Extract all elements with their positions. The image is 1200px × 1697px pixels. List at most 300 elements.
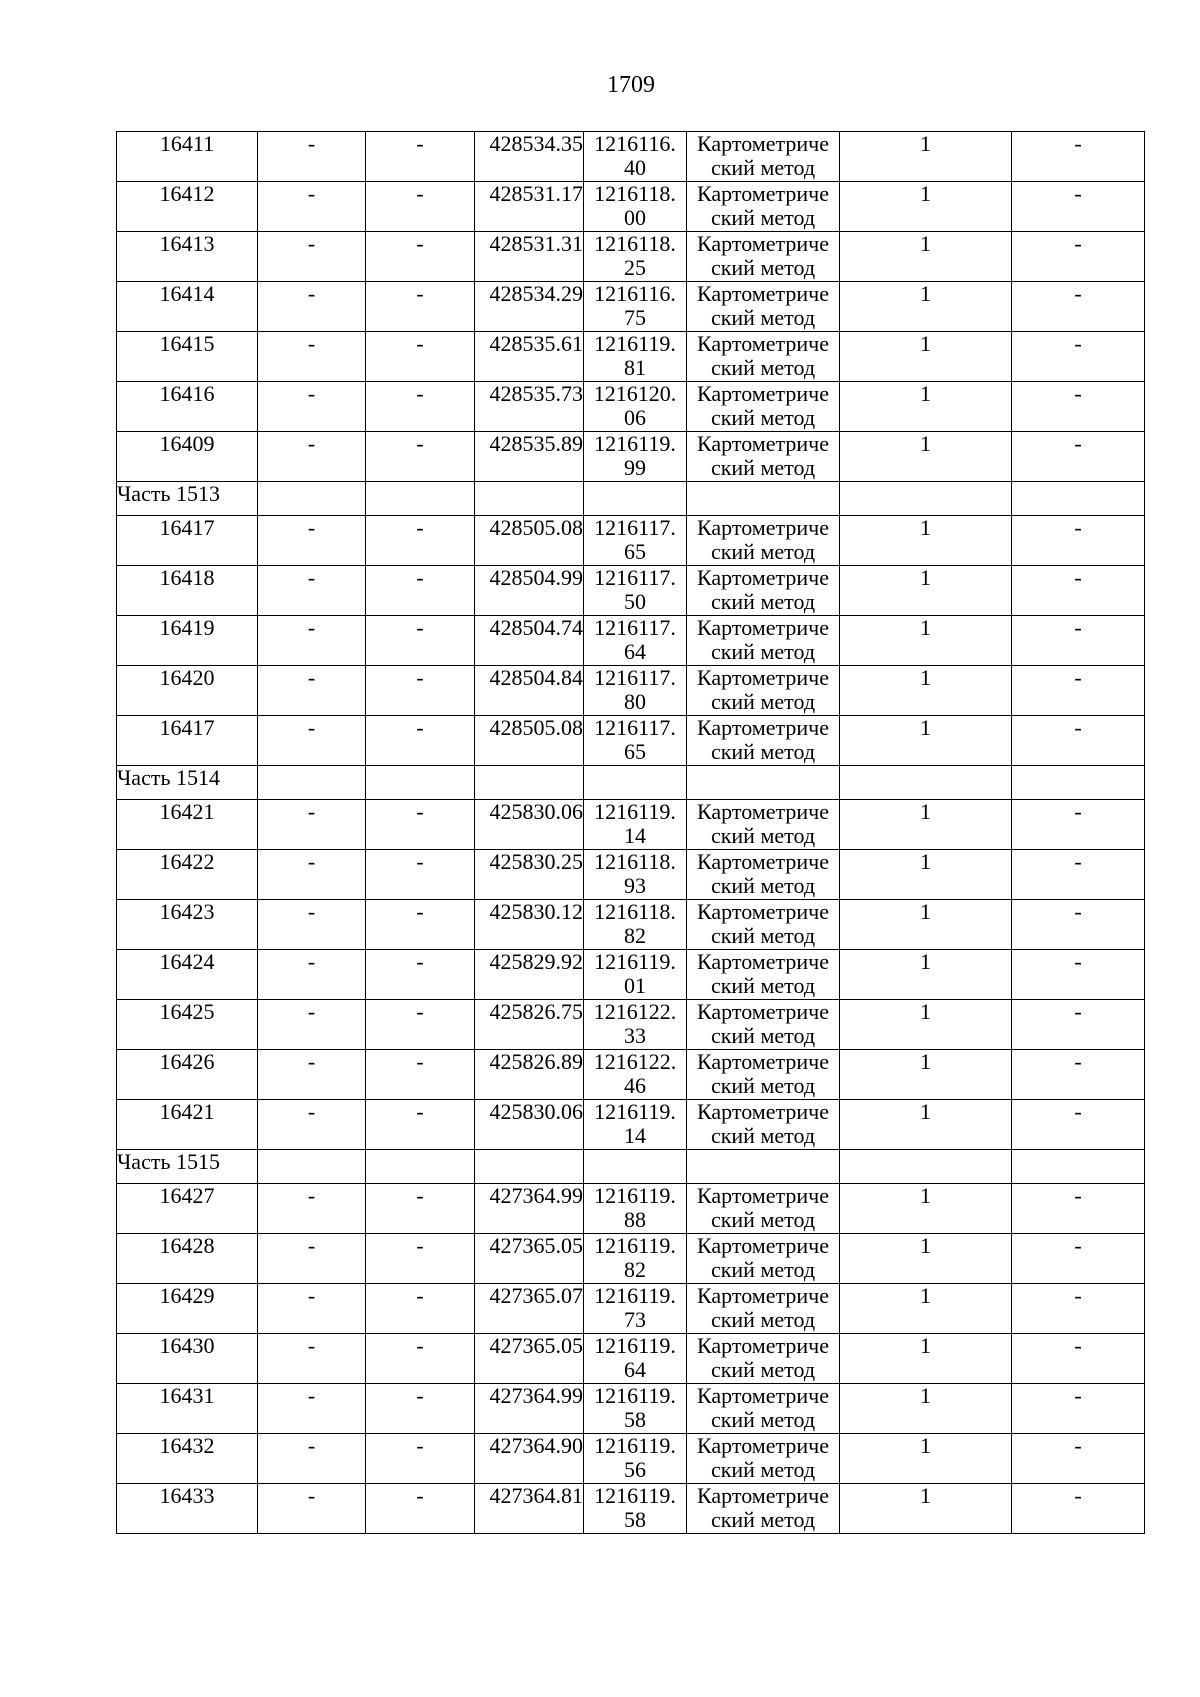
col3-value-text: - xyxy=(416,1433,424,1458)
accuracy xyxy=(840,132,1012,182)
point-id-text: 16416 xyxy=(159,381,215,406)
table-row xyxy=(117,232,1145,282)
method xyxy=(687,566,840,616)
accuracy-text: 1 xyxy=(920,849,931,874)
accuracy-text: 1 xyxy=(920,1383,931,1408)
last-value-text: - xyxy=(1074,1183,1082,1208)
table-row xyxy=(117,900,1145,950)
y-coordinate-text: 1216116. xyxy=(594,131,676,156)
col2-value-text: - xyxy=(307,1383,316,1408)
point-id-text: 16420 xyxy=(159,665,215,690)
y-coordinate xyxy=(584,332,687,382)
method xyxy=(687,1184,840,1234)
accuracy xyxy=(840,516,1012,566)
accuracy-text: 1 xyxy=(920,1333,931,1358)
last-value-text: - xyxy=(1074,181,1082,206)
y-coordinate-text: 1216119. xyxy=(594,1233,676,1258)
col3-value xyxy=(366,800,475,850)
method-text: Картометриче xyxy=(697,1183,829,1208)
last-value xyxy=(1012,850,1145,900)
y-coordinate xyxy=(584,1234,687,1284)
point-id-text: 16431 xyxy=(159,1383,215,1408)
x-coordinate-text: 428534.29 xyxy=(489,281,583,306)
x-coordinate xyxy=(475,716,584,766)
method xyxy=(687,1384,840,1434)
empty-cell xyxy=(840,482,1012,516)
table-row xyxy=(117,1434,1145,1484)
y-coordinate-text: 1216119. xyxy=(594,1099,676,1124)
col2-value-text: - xyxy=(307,515,316,540)
part-header-row xyxy=(117,766,1145,800)
accuracy xyxy=(840,382,1012,432)
method-text: Картометриче xyxy=(697,281,829,306)
point-id xyxy=(117,1100,258,1150)
point-id xyxy=(117,182,258,232)
method xyxy=(687,1484,840,1534)
col3-value-text: - xyxy=(416,281,424,306)
table-row xyxy=(117,950,1145,1000)
last-value xyxy=(1012,1484,1145,1534)
y-coordinate-text: 81 xyxy=(624,355,646,380)
y-coordinate-text: 25 xyxy=(624,255,646,280)
point-id-text: 16421 xyxy=(159,1099,215,1124)
x-coordinate xyxy=(475,950,584,1000)
col2-value xyxy=(258,1000,366,1050)
y-coordinate-text: 1216118. xyxy=(594,181,676,206)
accuracy xyxy=(840,182,1012,232)
y-coordinate xyxy=(584,1334,687,1384)
y-coordinate-text: 1216117. xyxy=(594,615,676,640)
accuracy xyxy=(840,900,1012,950)
col3-value-text: - xyxy=(416,1099,424,1124)
point-id-text: 16425 xyxy=(159,999,215,1024)
col2-value-text: - xyxy=(307,899,316,924)
col2-value-text: - xyxy=(307,431,316,456)
x-coordinate-text: 428504.74 xyxy=(489,615,583,640)
y-coordinate-text: 1216117. xyxy=(594,665,676,690)
point-id-text: 16421 xyxy=(159,799,215,824)
method xyxy=(687,616,840,666)
method-text: ский метод xyxy=(710,1357,816,1382)
col2-value xyxy=(258,332,366,382)
method-text: ский метод xyxy=(710,155,816,180)
method-text: Картометриче xyxy=(697,381,829,406)
y-coordinate-text: 50 xyxy=(624,589,646,614)
y-coordinate-text: 1216118. xyxy=(594,849,676,874)
col2-value-text: - xyxy=(307,181,316,206)
part-header-row xyxy=(117,482,1145,516)
method-text: ский метод xyxy=(710,1207,816,1232)
y-coordinate-text: 1216116. xyxy=(594,281,676,306)
last-value-text: - xyxy=(1074,1233,1082,1258)
accuracy-text: 1 xyxy=(920,615,931,640)
table-row xyxy=(117,666,1145,716)
part-label xyxy=(117,482,258,516)
y-coordinate-text: 1216122. xyxy=(593,1049,677,1074)
col3-value-text: - xyxy=(416,665,424,690)
accuracy xyxy=(840,566,1012,616)
y-coordinate xyxy=(584,1050,687,1100)
table-row xyxy=(117,1484,1145,1534)
x-coordinate-text: 427365.05 xyxy=(489,1333,583,1358)
y-coordinate xyxy=(584,182,687,232)
method-text: ский метод xyxy=(710,1407,816,1432)
y-coordinate-text: 1216119. xyxy=(594,1433,676,1458)
empty-cell xyxy=(366,766,475,800)
accuracy xyxy=(840,950,1012,1000)
last-value-text: - xyxy=(1074,515,1082,540)
col2-value xyxy=(258,950,366,1000)
accuracy xyxy=(840,282,1012,332)
table-row xyxy=(117,1100,1145,1150)
table-row xyxy=(117,616,1145,666)
y-coordinate xyxy=(584,900,687,950)
y-coordinate-text: 82 xyxy=(624,1257,646,1282)
y-coordinate xyxy=(584,1184,687,1234)
last-value xyxy=(1012,800,1145,850)
col2-value-text: - xyxy=(307,231,316,256)
y-coordinate-text: 1216119. xyxy=(594,331,676,356)
y-coordinate xyxy=(584,616,687,666)
x-coordinate-text: 428505.08 xyxy=(489,515,583,540)
method-text: ский метод xyxy=(710,405,816,430)
method-text: Картометриче xyxy=(697,431,829,456)
empty-cell xyxy=(475,482,584,516)
method-text: ский метод xyxy=(710,689,816,714)
point-id-text: 16426 xyxy=(159,1049,215,1074)
table-row xyxy=(117,1050,1145,1100)
col2-value xyxy=(258,1234,366,1284)
point-id xyxy=(117,1184,258,1234)
x-coordinate-text: 427364.99 xyxy=(489,1183,583,1208)
point-id xyxy=(117,332,258,382)
table-row xyxy=(117,1384,1145,1434)
y-coordinate xyxy=(584,432,687,482)
empty-cell xyxy=(1012,766,1145,800)
method-text: ский метод xyxy=(710,1073,816,1098)
accuracy-text: 1 xyxy=(920,281,931,306)
col3-value xyxy=(366,382,475,432)
col2-value-text: - xyxy=(307,999,316,1024)
point-id-text: 16427 xyxy=(159,1183,215,1208)
accuracy-text: 1 xyxy=(920,431,931,456)
method-text: Картометриче xyxy=(697,899,829,924)
col3-value xyxy=(366,566,475,616)
empty-cell xyxy=(584,766,687,800)
y-coordinate-text: 1216117. xyxy=(594,565,676,590)
method xyxy=(687,1100,840,1150)
accuracy xyxy=(840,1100,1012,1150)
x-coordinate xyxy=(475,282,584,332)
method-text: ский метод xyxy=(710,973,816,998)
x-coordinate-text: 428504.99 xyxy=(489,565,583,590)
point-id xyxy=(117,900,258,950)
method-text: Картометриче xyxy=(697,1333,829,1358)
empty-cell xyxy=(840,766,1012,800)
method xyxy=(687,432,840,482)
x-coordinate-text: 427365.05 xyxy=(489,1233,583,1258)
y-coordinate-text: 1216119. xyxy=(594,1383,676,1408)
x-coordinate xyxy=(475,1234,584,1284)
col3-value-text: - xyxy=(416,1333,424,1358)
last-value xyxy=(1012,132,1145,182)
method-text: ский метод xyxy=(710,1257,816,1282)
accuracy-text: 1 xyxy=(920,1433,931,1458)
method-text: Картометриче xyxy=(697,231,829,256)
col3-value-text: - xyxy=(416,715,424,740)
method-text: Картометриче xyxy=(697,999,829,1024)
last-value xyxy=(1012,716,1145,766)
accuracy xyxy=(840,332,1012,382)
x-coordinate xyxy=(475,1100,584,1150)
accuracy xyxy=(840,1284,1012,1334)
point-id xyxy=(117,516,258,566)
last-value-text: - xyxy=(1074,131,1082,156)
table-body xyxy=(117,132,1145,1534)
y-coordinate-text: 80 xyxy=(624,689,646,714)
y-coordinate-text: 73 xyxy=(624,1307,646,1332)
last-value xyxy=(1012,232,1145,282)
col3-value-text: - xyxy=(416,899,424,924)
empty-cell xyxy=(840,1150,1012,1184)
col3-value xyxy=(366,132,475,182)
y-coordinate-text: 1216120. xyxy=(593,381,677,406)
x-coordinate xyxy=(475,432,584,482)
y-coordinate-text: 00 xyxy=(624,205,646,230)
method-text: ский метод xyxy=(710,539,816,564)
point-id xyxy=(117,432,258,482)
col2-value-text: - xyxy=(307,1433,316,1458)
method-text: ский метод xyxy=(710,1023,816,1048)
point-id-text: 16417 xyxy=(159,515,215,540)
col2-value xyxy=(258,1184,366,1234)
accuracy xyxy=(840,232,1012,282)
col2-value-text: - xyxy=(307,615,316,640)
x-coordinate xyxy=(475,566,584,616)
col2-value xyxy=(258,382,366,432)
method-text: ский метод xyxy=(710,255,816,280)
point-id xyxy=(117,1050,258,1100)
col3-value-text: - xyxy=(416,999,424,1024)
point-id-text: 16415 xyxy=(159,331,215,356)
col2-value xyxy=(258,1484,366,1534)
col2-value xyxy=(258,1334,366,1384)
accuracy-text: 1 xyxy=(920,715,931,740)
method xyxy=(687,900,840,950)
y-coordinate xyxy=(584,1000,687,1050)
col3-value xyxy=(366,616,475,666)
accuracy xyxy=(840,1384,1012,1434)
y-coordinate-text: 33 xyxy=(624,1023,646,1048)
x-coordinate xyxy=(475,182,584,232)
last-value xyxy=(1012,1334,1145,1384)
y-coordinate-text: 1216119. xyxy=(594,1483,676,1508)
method-text: Картометриче xyxy=(697,1049,829,1074)
method xyxy=(687,850,840,900)
x-coordinate xyxy=(475,332,584,382)
x-coordinate xyxy=(475,1334,584,1384)
y-coordinate xyxy=(584,1100,687,1150)
method xyxy=(687,516,840,566)
col2-value xyxy=(258,716,366,766)
point-id xyxy=(117,1334,258,1384)
point-id xyxy=(117,1434,258,1484)
point-id xyxy=(117,1234,258,1284)
x-coordinate-text: 427365.07 xyxy=(489,1283,583,1308)
x-coordinate-text: 427364.99 xyxy=(489,1383,583,1408)
x-coordinate xyxy=(475,132,584,182)
y-coordinate-text: 65 xyxy=(624,739,646,764)
last-value xyxy=(1012,900,1145,950)
last-value-text: - xyxy=(1074,899,1082,924)
point-id-text: 16419 xyxy=(159,615,215,640)
point-id-text: 16411 xyxy=(159,131,215,156)
accuracy xyxy=(840,666,1012,716)
col3-value-text: - xyxy=(416,515,424,540)
col2-value-text: - xyxy=(307,1233,316,1258)
col3-value xyxy=(366,1284,475,1334)
table-row xyxy=(117,382,1145,432)
col3-value xyxy=(366,716,475,766)
col3-value-text: - xyxy=(416,331,424,356)
y-coordinate-text: 1216119. xyxy=(594,1333,676,1358)
col3-value xyxy=(366,1384,475,1434)
col3-value-text: - xyxy=(416,231,424,256)
y-coordinate-text: 58 xyxy=(624,1507,646,1532)
y-coordinate xyxy=(584,1434,687,1484)
last-value-text: - xyxy=(1074,1333,1082,1358)
last-value-text: - xyxy=(1074,849,1082,874)
y-coordinate-text: 14 xyxy=(624,1123,646,1148)
table-row xyxy=(117,1334,1145,1384)
last-value xyxy=(1012,950,1145,1000)
col2-value-text: - xyxy=(307,331,316,356)
method xyxy=(687,282,840,332)
col2-value xyxy=(258,566,366,616)
y-coordinate-text: 93 xyxy=(624,873,646,898)
col3-value xyxy=(366,1050,475,1100)
col3-value-text: - xyxy=(416,849,424,874)
point-id-text: 16413 xyxy=(159,231,215,256)
last-value xyxy=(1012,332,1145,382)
y-coordinate-text: 1216119. xyxy=(594,949,676,974)
y-coordinate-text: 40 xyxy=(624,155,646,180)
accuracy xyxy=(840,1184,1012,1234)
method xyxy=(687,1434,840,1484)
empty-cell xyxy=(687,482,840,516)
table-row xyxy=(117,332,1145,382)
point-id xyxy=(117,566,258,616)
y-coordinate xyxy=(584,382,687,432)
x-coordinate xyxy=(475,1284,584,1334)
y-coordinate xyxy=(584,566,687,616)
col3-value xyxy=(366,232,475,282)
point-id-text: 16423 xyxy=(159,899,215,924)
accuracy-text: 1 xyxy=(920,131,931,156)
col2-value-text: - xyxy=(307,1099,316,1124)
x-coordinate-text: 425829.92 xyxy=(489,949,583,974)
method-text: ский метод xyxy=(710,923,816,948)
col2-value-text: - xyxy=(307,565,316,590)
col3-value-text: - xyxy=(416,131,424,156)
point-id xyxy=(117,1000,258,1050)
method xyxy=(687,132,840,182)
x-coordinate-text: 425826.89 xyxy=(489,1049,583,1074)
col2-value xyxy=(258,1050,366,1100)
last-value xyxy=(1012,1234,1145,1284)
y-coordinate-text: 1216119. xyxy=(594,1283,676,1308)
last-value-text: - xyxy=(1074,565,1082,590)
col2-value-text: - xyxy=(307,131,316,156)
method-text: ский метод xyxy=(710,305,816,330)
col3-value xyxy=(366,516,475,566)
point-id xyxy=(117,132,258,182)
x-coordinate-text: 428531.31 xyxy=(489,231,583,256)
accuracy xyxy=(840,1234,1012,1284)
method-text: ский метод xyxy=(710,205,816,230)
y-coordinate-text: 65 xyxy=(624,539,646,564)
x-coordinate xyxy=(475,1434,584,1484)
empty-cell xyxy=(258,1150,366,1184)
method-text: ский метод xyxy=(710,1307,816,1332)
point-id-text: 16418 xyxy=(159,565,215,590)
method xyxy=(687,232,840,282)
empty-cell xyxy=(584,482,687,516)
last-value xyxy=(1012,1384,1145,1434)
y-coordinate xyxy=(584,850,687,900)
accuracy xyxy=(840,1484,1012,1534)
method-text: Картометриче xyxy=(697,715,829,740)
point-id xyxy=(117,850,258,900)
empty-cell xyxy=(258,482,366,516)
x-coordinate-text: 428505.08 xyxy=(489,715,583,740)
part-label-text: Часть 1514 xyxy=(117,765,220,790)
last-value-text: - xyxy=(1074,1483,1082,1508)
point-id-text: 16430 xyxy=(159,1333,215,1358)
y-coordinate-text: 99 xyxy=(624,455,646,480)
method xyxy=(687,332,840,382)
y-coordinate-text: 88 xyxy=(624,1207,646,1232)
x-coordinate-text: 425830.06 xyxy=(489,1099,583,1124)
method-text: Картометриче xyxy=(697,1099,829,1124)
col3-value xyxy=(366,1184,475,1234)
col3-value xyxy=(366,850,475,900)
method-text: ский метод xyxy=(710,1123,816,1148)
x-coordinate-text: 425826.75 xyxy=(489,999,583,1024)
y-coordinate-text: 1216118. xyxy=(594,899,676,924)
method-text: Картометриче xyxy=(697,849,829,874)
col3-value xyxy=(366,1484,475,1534)
page-number: 1709 xyxy=(607,72,655,98)
col2-value xyxy=(258,850,366,900)
table-row xyxy=(117,132,1145,182)
last-value xyxy=(1012,1184,1145,1234)
col2-value-text: - xyxy=(307,665,316,690)
col2-value xyxy=(258,182,366,232)
point-id-text: 16422 xyxy=(159,849,215,874)
y-coordinate xyxy=(584,666,687,716)
accuracy-text: 1 xyxy=(920,949,931,974)
method-text: ский метод xyxy=(710,455,816,480)
col2-value xyxy=(258,800,366,850)
table-row xyxy=(117,1284,1145,1334)
accuracy xyxy=(840,716,1012,766)
x-coordinate-text: 428504.84 xyxy=(489,665,583,690)
col3-value xyxy=(366,666,475,716)
last-value xyxy=(1012,182,1145,232)
method xyxy=(687,1000,840,1050)
point-id-text: 16409 xyxy=(159,431,215,456)
